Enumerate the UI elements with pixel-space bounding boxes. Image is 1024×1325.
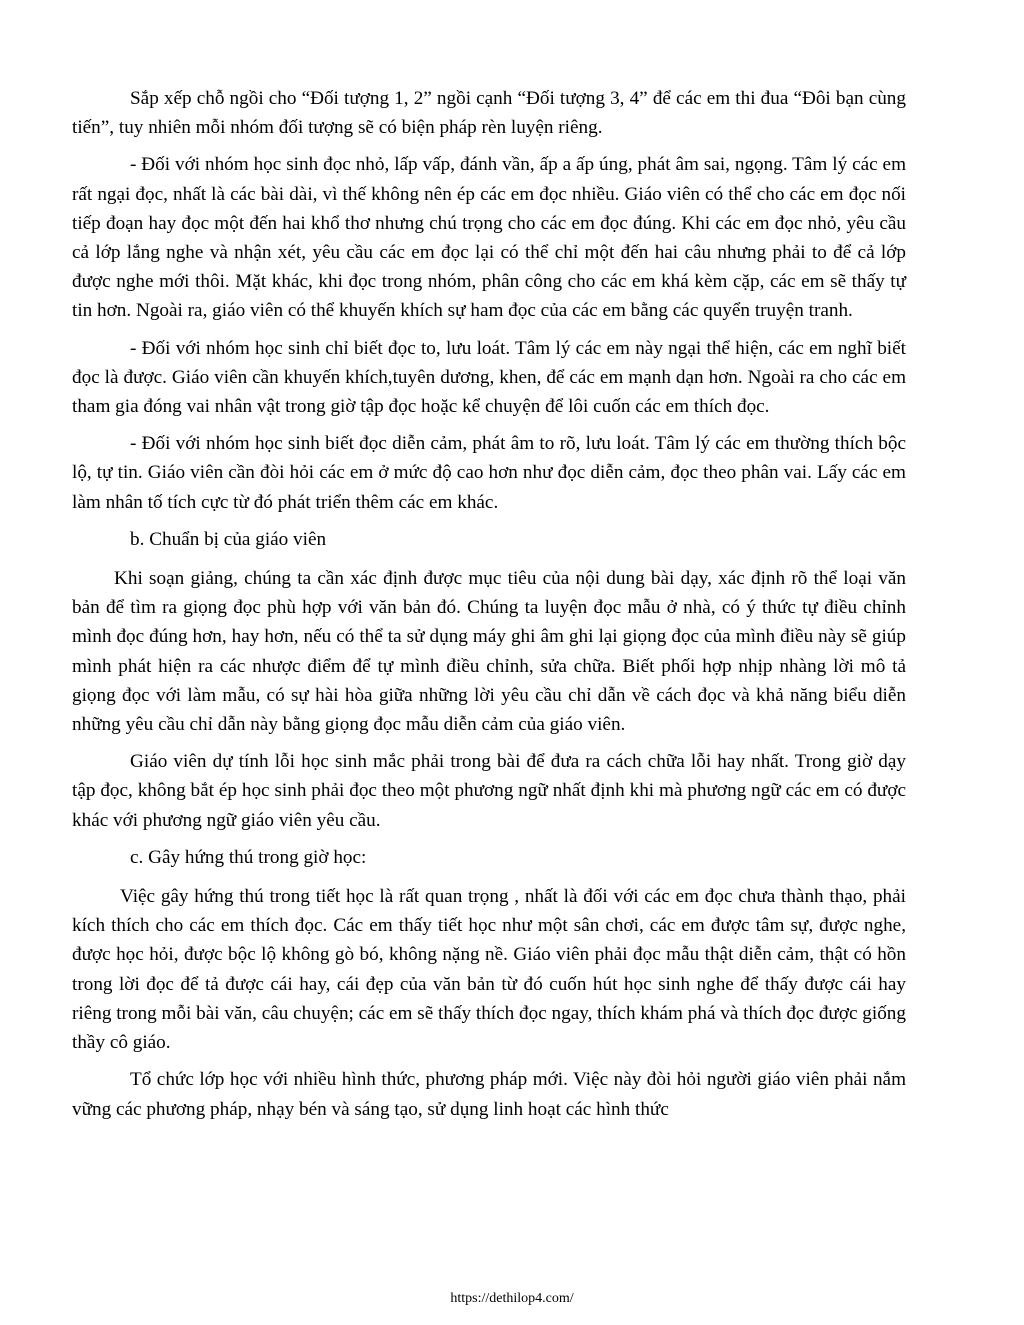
- paragraph-lesson-preparation: Khi soạn giảng, chúng ta cần xác định được mục tiêu của nội dung bài dạy, xác định rõ thể loại văn bản để tìm ra giọng đọc phù hợp với văn bản đó. Chúng ta luyện đọc mẫu ở nhà, có ý thức tự điều chỉnh mình đọc đúng hơn, hay hơn, nếu có thể ta sử dụng máy ghi âm ghi lại giọng đọc của mình điều này sẽ giúp mình phát hiện ra các nhược điểm để tự mình điều chỉnh, sửa chữa. Biết phối hợp nhịp nhàng lời mô tả giọng đọc với làm mẫu, có sự hài hòa giữa những lời yêu cầu chỉ dẫn về cách đọc và khả năng biểu diễn những yêu cầu chỉ dẫn này bằng giọng đọc mẫu diễn cảm của giáo viên.: [72, 568, 906, 736]
- paragraph-group-fluent-readers: - Đối với nhóm học sinh chỉ biết đọc to, lưu loát. Tâm lý các em này ngại thể hiện, các em nghĩ biết đọc là được. Giáo viên cần khuyến khích,tuyên dương, khen, để các em mạnh dạn hơn. Ngoài ra cho các em tham gia đóng vai nhân vật trong giờ tập đọc hoặc kể chuyện để lôi cuốn các em thích đọc.: [72, 337, 906, 418]
- section-heading-engagement: c. Gây hứng thú trong giờ học:: [130, 846, 367, 868]
- paragraph-class-organization: Tổ chức lớp học với nhiều hình thức, phương pháp mới. Việc này đòi hỏi người giáo viên phải nắm vững các phương pháp, nhạy bén và sáng tạo, sử dụng linh hoạt các hình thức: [72, 1069, 906, 1120]
- document-page: [72, 84, 906, 1132]
- paragraph-group-weak-readers: - Đối với nhóm học sinh đọc nhỏ, lấp vấp, đánh vần, ấp a ấp úng, phát âm sai, ngọng. Tâm lý các em rất ngại đọc, nhất là các bài dài, vì thế không nên ép các em đọc nhiều. Giáo viên có thể cho các em đọc nối tiếp đoạn hay đọc một đến hai khổ thơ nhưng chú trọng cho các em đọc đúng. Khi các em đọc nhỏ, yêu cầu cả lớp lắng nghe và nhận xét, yêu cầu các em đọc lại có thể chỉ một đến hai câu nhưng phải to để cả lớp được nghe mới thôi. Mặt khác, khi đọc trong nhóm, phân công cho các em khá kèm cặp, các em sẽ thấy tự tin hơn. Ngoài ra, giáo viên có thể khuyến khích sự ham đọc của các em bằng các quyển truyện tranh.: [72, 154, 906, 322]
- paragraph-group-expressive-readers: - Đối với nhóm học sinh biết đọc diễn cảm, phát âm to rõ, lưu loát. Tâm lý các em thường thích bộc lộ, tự tin. Giáo viên cần đòi hỏi các em ở mức độ cao hơn như đọc diễn cảm, đọc theo phân vai. Lấy các em làm nhân tố tích cực từ đó phát triển thêm các em khác.: [72, 433, 906, 513]
- paragraph-error-anticipation: Giáo viên dự tính lỗi học sinh mắc phải trong bài để đưa ra cách chữa lỗi hay nhất. Trong giờ dạy tập đọc, không bắt ép học sinh phải đọc theo một phương ngữ nhất định khi mà phương ngữ các em có được khác với phương ngữ giáo viên yêu cầu.: [72, 751, 906, 831]
- footer-link[interactable]: https://dethilop4.com/: [450, 1291, 574, 1306]
- section-heading-teacher-preparation: b. Chuẩn bị của giáo viên: [130, 528, 327, 550]
- paragraph-seating-arrangement: Sắp xếp chỗ ngồi cho “Đối tượng 1, 2” ngồi cạnh “Đối tượng 3, 4” để các em thi đua “Đôi bạn cùng tiến”, tuy nhiên mỗi nhóm đối tượng sẽ có biện pháp rèn luyện riêng.: [72, 88, 906, 139]
- paragraph-engagement: Việc gây hứng thú trong tiết học là rất quan trọng , nhất là đối với các em đọc chưa thành thạo, phải kích thích cho các em thích đọc. Các em thấy tiết học như một sân chơi, các em được tâm sự, được nghe, được học hỏi, được bộc lộ không gò bó, không nặng nề. Giáo viên phải đọc mẫu thật diễn cảm, thật có hồn trong lời đọc để tả được cái hay, cái đẹp của văn bản từ đó cuốn hút học sinh nghe để thấy được cái hay riêng trong mỗi bài văn, câu chuyện; các em sẽ thấy thích đọc ngay, thích khám phá và thích đọc được giống thầy cô giáo.: [72, 886, 906, 1054]
